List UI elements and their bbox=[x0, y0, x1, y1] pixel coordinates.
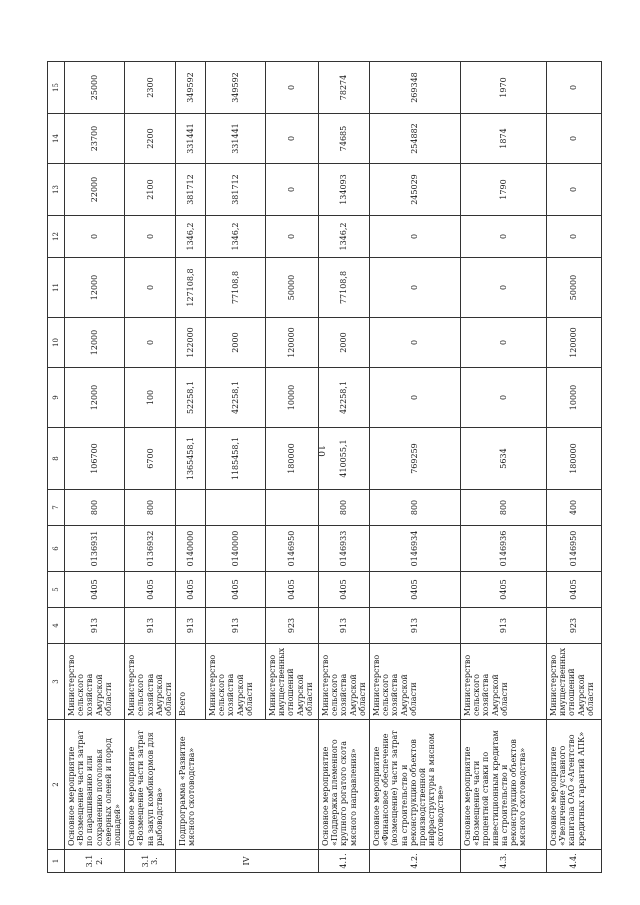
expense-type-code: 800 bbox=[125, 490, 176, 526]
responsible-executor: Министерство имущественных отношений Амурской области bbox=[266, 644, 319, 720]
amount-cell: 50000 bbox=[266, 258, 319, 318]
grbs-code: 913 bbox=[319, 608, 370, 644]
amount-cell: 25000 bbox=[65, 62, 125, 114]
grbs-code: 913 bbox=[370, 608, 461, 644]
amount-cell: 349592 bbox=[176, 62, 206, 114]
amount-cell: 1346,2 bbox=[319, 216, 370, 258]
target-item-code: 0136931 bbox=[65, 526, 125, 572]
amount-total: 1365458,1 bbox=[176, 428, 206, 490]
target-item-code: 0146933 bbox=[319, 526, 370, 572]
section-code: 0405 bbox=[206, 572, 266, 608]
table-row bbox=[65, 62, 125, 873]
amount-cell: 0 bbox=[65, 216, 125, 258]
amount-cell: 0 bbox=[547, 216, 602, 258]
amount-cell: 2200 bbox=[125, 114, 176, 164]
amount-cell: 2000 bbox=[206, 318, 266, 368]
subprogram-name: Подпрограмма «Развитие мясного скотоводства» bbox=[176, 720, 319, 850]
row-number: 4.4. bbox=[547, 850, 602, 873]
amount-cell: 122000 bbox=[176, 318, 206, 368]
amount-cell: 2300 bbox=[125, 62, 176, 114]
amount-cell: 331441 bbox=[176, 114, 206, 164]
amount-cell: 381712 bbox=[206, 164, 266, 216]
target-item-code: 0136932 bbox=[125, 526, 176, 572]
responsible-executor: Министерство сельского хозяйства Амурской области bbox=[206, 644, 266, 720]
header-cell: 11 bbox=[48, 258, 65, 318]
amount-cell: 0 bbox=[125, 258, 176, 318]
table-row bbox=[176, 62, 206, 873]
responsible-executor: Министерство сельского хозяйства Амурской области bbox=[65, 644, 125, 720]
amount-cell: 0 bbox=[370, 318, 461, 368]
section-code: 0405 bbox=[370, 572, 461, 608]
responsible-executor: Министерство сельского хозяйства Амурской области bbox=[461, 644, 547, 720]
section-code: 0405 bbox=[547, 572, 602, 608]
amount-cell: 1346,2 bbox=[176, 216, 206, 258]
amount-cell: 120000 bbox=[547, 318, 602, 368]
amount-cell: 0 bbox=[461, 318, 547, 368]
table-rotated-frame bbox=[47, 62, 595, 873]
table-row bbox=[319, 62, 370, 873]
table-rotated-content bbox=[47, 62, 595, 873]
amount-cell: 0 bbox=[547, 114, 602, 164]
amount-cell: 2000 bbox=[319, 318, 370, 368]
grbs-code: 913 bbox=[176, 608, 206, 644]
budget-table bbox=[47, 61, 602, 873]
amount-cell: 0 bbox=[370, 216, 461, 258]
header-cell: 3 bbox=[48, 644, 65, 720]
header-cell: 5 bbox=[48, 572, 65, 608]
row-number: 3.13. bbox=[125, 850, 176, 873]
amount-cell: 269348 bbox=[370, 62, 461, 114]
expense-type-code: 800 bbox=[319, 490, 370, 526]
header-cell: 2 bbox=[48, 720, 65, 850]
amount-cell: 50000 bbox=[547, 258, 602, 318]
amount-cell: 77108,8 bbox=[206, 258, 266, 318]
table-row bbox=[547, 62, 602, 873]
grbs-code: 923 bbox=[547, 608, 602, 644]
section-code: 0405 bbox=[65, 572, 125, 608]
responsible-executor: Всего bbox=[176, 644, 206, 720]
header-cell: 9 bbox=[48, 368, 65, 428]
responsible-executor: Министерство имущественных отношений Амурской области bbox=[547, 644, 602, 720]
header-cell: 8 bbox=[48, 428, 65, 490]
amount-total: 410055,1 bbox=[319, 428, 370, 490]
expense-type-code: 400 bbox=[547, 490, 602, 526]
page-number: 10 bbox=[315, 445, 325, 457]
amount-cell: 23700 bbox=[65, 114, 125, 164]
header-cell: 14 bbox=[48, 114, 65, 164]
amount-cell: 1874 bbox=[461, 114, 547, 164]
amount-cell: 22000 bbox=[65, 164, 125, 216]
grbs-code: 913 bbox=[461, 608, 547, 644]
section-code: 0405 bbox=[319, 572, 370, 608]
row-number: 3.12. bbox=[65, 850, 125, 873]
table-row bbox=[370, 62, 461, 873]
measure-name: Основное мероприятие «Возмещение части процентной ставки по инвестиционным кредитам на строительство и реконструкцию объектов мясного скотоводства» bbox=[461, 720, 547, 850]
amount-cell: 0 bbox=[547, 62, 602, 114]
amount-total: 1185458,1 bbox=[206, 428, 266, 490]
header-cell: 13 bbox=[48, 164, 65, 216]
section-code: 0405 bbox=[125, 572, 176, 608]
header-cell: 4 bbox=[48, 608, 65, 644]
amount-cell: 1970 bbox=[461, 62, 547, 114]
row-number: 4.1. bbox=[319, 850, 370, 873]
amount-cell: 100 bbox=[125, 368, 176, 428]
grbs-code: 923 bbox=[266, 608, 319, 644]
amount-cell: 0 bbox=[461, 368, 547, 428]
amount-cell: 0 bbox=[370, 258, 461, 318]
amount-cell: 120000 bbox=[266, 318, 319, 368]
amount-cell: 0 bbox=[370, 368, 461, 428]
amount-cell: 0 bbox=[461, 216, 547, 258]
target-item-code: 0140000 bbox=[206, 526, 266, 572]
amount-cell: 10000 bbox=[266, 368, 319, 428]
amount-cell: 1346,2 bbox=[206, 216, 266, 258]
amount-cell: 74685 bbox=[319, 114, 370, 164]
target-item-code: 0146934 bbox=[370, 526, 461, 572]
measure-name: Основное мероприятие «Увеличение уставного капитала ОАО «Агентство кредитных гарантий АПК» bbox=[547, 720, 602, 850]
header-cell: 6 bbox=[48, 526, 65, 572]
amount-cell: 254882 bbox=[370, 114, 461, 164]
responsible-executor: Министерство сельского хозяйства Амурской области bbox=[319, 644, 370, 720]
target-item-code: 0140000 bbox=[176, 526, 206, 572]
expense-type-code bbox=[176, 490, 206, 526]
amount-total: 769259 bbox=[370, 428, 461, 490]
header-cell: 1 bbox=[48, 850, 65, 873]
table-row bbox=[461, 62, 547, 873]
grbs-code: 913 bbox=[206, 608, 266, 644]
amount-cell: 127108,8 bbox=[176, 258, 206, 318]
amount-cell: 52258,1 bbox=[176, 368, 206, 428]
expense-type-code bbox=[266, 490, 319, 526]
amount-cell: 42258,1 bbox=[319, 368, 370, 428]
amount-cell: 2100 bbox=[125, 164, 176, 216]
amount-cell: 10000 bbox=[547, 368, 602, 428]
amount-cell: 331441 bbox=[206, 114, 266, 164]
target-item-code: 0146936 bbox=[461, 526, 547, 572]
amount-cell: 349592 bbox=[206, 62, 266, 114]
row-number: 4.3. bbox=[461, 850, 547, 873]
header-cell: 12 bbox=[48, 216, 65, 258]
grbs-code: 913 bbox=[65, 608, 125, 644]
measure-name: Основное мероприятие «Возмещение части затрат на закуп комбикормов для рыбоводства» bbox=[125, 720, 176, 850]
responsible-executor: Министерство сельского хозяйства Амурской области bbox=[125, 644, 176, 720]
amount-cell: 1790 bbox=[461, 164, 547, 216]
target-item-code: 0146950 bbox=[266, 526, 319, 572]
amount-cell: 12000 bbox=[65, 318, 125, 368]
amount-total: 5634 bbox=[461, 428, 547, 490]
amount-cell: 78274 bbox=[319, 62, 370, 114]
grbs-code: 913 bbox=[125, 608, 176, 644]
amount-cell: 0 bbox=[266, 62, 319, 114]
target-item-code: 0146950 bbox=[547, 526, 602, 572]
amount-cell: 0 bbox=[125, 216, 176, 258]
amount-total: 6700 bbox=[125, 428, 176, 490]
amount-cell: 0 bbox=[266, 164, 319, 216]
amount-cell: 77108,8 bbox=[319, 258, 370, 318]
amount-cell: 12000 bbox=[65, 368, 125, 428]
amount-cell: 42258,1 bbox=[206, 368, 266, 428]
header-cell: 7 bbox=[48, 490, 65, 526]
measure-name: Основное мероприятие «Возмещение части затрат по парашиванию или сохранению поголовья северных оленей и пород лошадей» bbox=[65, 720, 125, 850]
subprogram-number: IV bbox=[176, 850, 319, 873]
amount-total: 180000 bbox=[266, 428, 319, 490]
section-code: 0405 bbox=[176, 572, 206, 608]
amount-cell: 245029 bbox=[370, 164, 461, 216]
amount-total: 106700 bbox=[65, 428, 125, 490]
amount-cell: 0 bbox=[266, 114, 319, 164]
amount-cell: 134093 bbox=[319, 164, 370, 216]
measure-name: Основное мероприятие «Финансовое обеспечение (возмещение) части затрат на строительство и реконструкцию объектов производственной инфраструктуры в мясном скотоводстве» bbox=[370, 720, 461, 850]
amount-cell: 0 bbox=[547, 164, 602, 216]
section-code: 0405 bbox=[266, 572, 319, 608]
amount-cell: 381712 bbox=[176, 164, 206, 216]
row-number: 4.2. bbox=[370, 850, 461, 873]
measure-name: Основное мероприятие «Поддержка племенного крупного рогатого скота мясного направления» bbox=[319, 720, 370, 850]
section-code: 0405 bbox=[461, 572, 547, 608]
amount-cell: 12000 bbox=[65, 258, 125, 318]
expense-type-code bbox=[206, 490, 266, 526]
amount-cell: 0 bbox=[461, 258, 547, 318]
table-row bbox=[125, 62, 176, 873]
responsible-executor: Министерство сельского хозяйства Амурской области bbox=[370, 644, 461, 720]
header-cell: 10 bbox=[48, 318, 65, 368]
header-row bbox=[48, 62, 65, 873]
expense-type-code: 800 bbox=[461, 490, 547, 526]
expense-type-code: 800 bbox=[370, 490, 461, 526]
header-cell: 15 bbox=[48, 62, 65, 114]
expense-type-code: 800 bbox=[65, 490, 125, 526]
amount-total: 180000 bbox=[547, 428, 602, 490]
amount-cell: 0 bbox=[266, 216, 319, 258]
amount-cell: 0 bbox=[125, 318, 176, 368]
